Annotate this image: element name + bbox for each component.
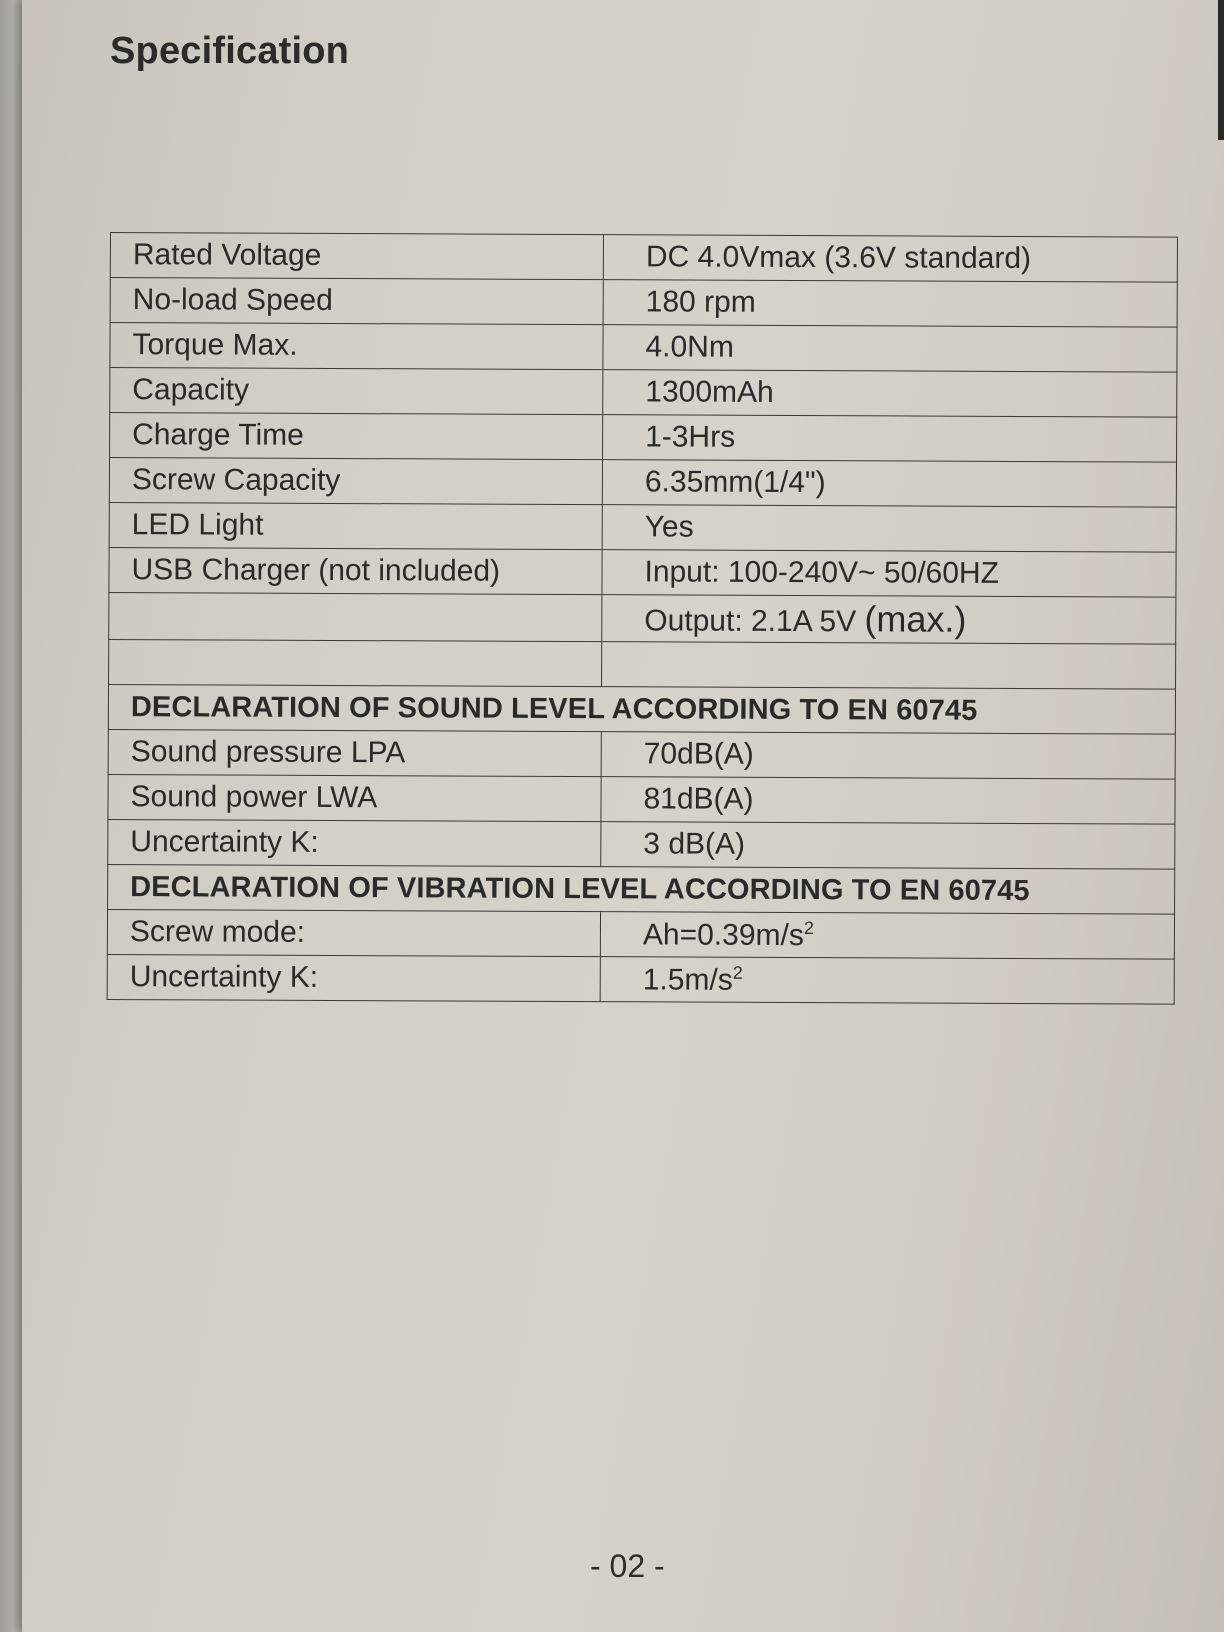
table-row [108, 864, 1175, 914]
superscript: 2 [732, 962, 743, 983]
usb-output-text: Output: 2.1A 5V [644, 604, 865, 639]
spec-value: Input: 100-240V~ 50/60HZ [602, 550, 1176, 598]
page-right-edge [1218, 0, 1224, 140]
vibration-value-text: Ah=0.39m/s [642, 917, 804, 952]
spec-label: No-load Speed [110, 278, 603, 325]
empty-cell [109, 592, 602, 641]
table-row [107, 954, 1174, 1004]
spec-value: 4.0Nm [603, 325, 1177, 373]
spec-label: Screw Capacity [109, 458, 602, 505]
table-row [110, 323, 1177, 373]
table-row [109, 639, 1176, 689]
spec-value: 3 dB(A) [601, 822, 1175, 870]
table-row [109, 592, 1176, 644]
spec-label: LED Light [109, 502, 602, 549]
spec-value: Yes [602, 505, 1176, 553]
table-row [110, 413, 1177, 463]
spec-value: 1300mAh [603, 370, 1177, 418]
spec-label: Sound power LWA [108, 774, 601, 821]
spec-label: Charge Time [110, 413, 603, 460]
spec-label: Screw mode: [107, 909, 600, 956]
spec-value: 1-3Hrs [603, 415, 1177, 463]
spec-label: Capacity [110, 368, 603, 415]
page-number: - 02 - [590, 1548, 665, 1584]
page-title: Specification [110, 30, 350, 72]
table-row [108, 684, 1175, 734]
spec-label: USB Charger (not included) [109, 547, 602, 594]
spec-label: Rated Voltage [110, 233, 603, 280]
table-row [109, 458, 1176, 508]
table-row [108, 819, 1175, 869]
table-row [110, 278, 1177, 328]
table-row [108, 774, 1175, 824]
spec-value [600, 912, 1174, 960]
table-row [109, 502, 1176, 552]
spec-label: Uncertainty K: [108, 819, 601, 866]
spec-label: Torque Max. [110, 323, 603, 370]
specification-table [107, 232, 1178, 1005]
page-binding-edge [0, 0, 22, 1632]
spec-value: 81dB(A) [601, 777, 1175, 825]
vibration-declaration-heading: DECLARATION OF VIBRATION LEVEL ACCORDING TO EN 60745 [108, 864, 1175, 914]
spec-value: 70dB(A) [601, 732, 1175, 780]
empty-cell [109, 639, 602, 686]
table-row [110, 233, 1177, 283]
usb-output-value [602, 595, 1176, 645]
vibration-value-text: 1.5m/s [642, 962, 733, 997]
spec-label: Sound pressure LPA [108, 729, 601, 776]
superscript: 2 [803, 917, 814, 938]
table-row [108, 729, 1175, 779]
usb-output-max: (max.) [864, 598, 967, 640]
spec-value: 180 rpm [603, 280, 1177, 328]
table-row [107, 909, 1174, 959]
spec-value: 6.35mm(1/4") [602, 460, 1176, 508]
table-row [109, 547, 1176, 597]
table-row [110, 368, 1177, 418]
spec-value [600, 957, 1174, 1005]
spec-label: Uncertainty K: [107, 954, 600, 1001]
empty-cell [602, 642, 1176, 690]
spec-value: DC 4.0Vmax (3.6V standard) [603, 235, 1177, 283]
sound-declaration-heading: DECLARATION OF SOUND LEVEL ACCORDING TO EN 60745 [108, 684, 1175, 734]
